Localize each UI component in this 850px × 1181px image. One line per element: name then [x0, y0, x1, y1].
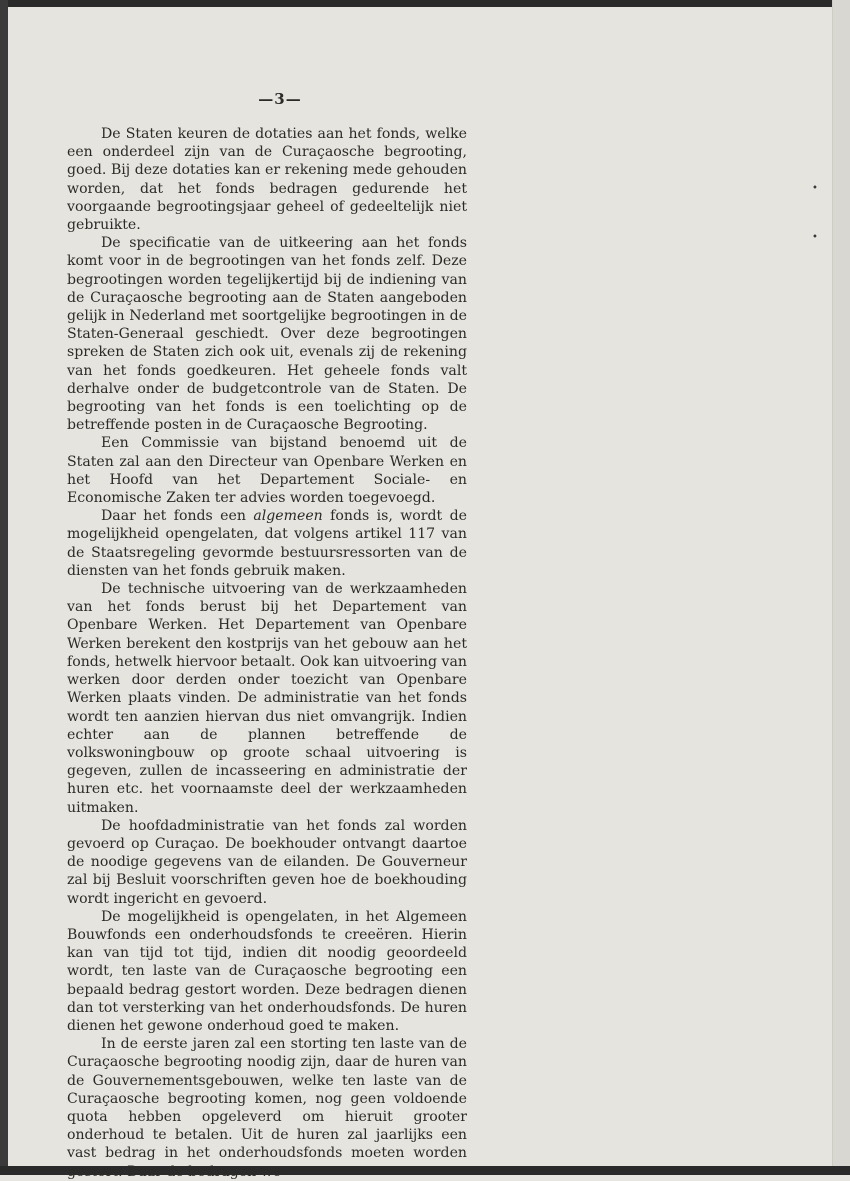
paragraph-commissie: Een Commissie van bijstand benoemd uit de Staten zal aan den Directeur van Openbare Werken en het Hoofd van het Departement Sociale- en Economische Zaken ter advies worden toegevoegd.	[67, 435, 467, 507]
margin-dot-mark: •	[812, 232, 818, 243]
scan-top-border	[0, 0, 850, 7]
italic-emphasis: algemeen	[253, 508, 323, 525]
scan-right-margin	[832, 0, 850, 1175]
scan-left-border	[0, 0, 8, 1175]
paragraph-specificatie: De specificatie van de uitkeering aan het fonds komt voor in de begrootingen van het fonds zelf. Deze begrootingen worden tegelijkertijd bij de indiening van de Curaçaosche begrooting aan de Staten aangeboden gelijk in Nederland met soortgelijke begrootingen in de Staten-Generaal geschiedt. Over deze begrootingen spreken de Staten zich ook uit, evenals zij de rekening van het fonds goedkeuren. Het geheele fonds valt derhalve onder de budgetcontrole van de Staten. De begrooting van het fonds is een toelichting op de betreffende posten in de Curaçaosche Begrooting.	[67, 235, 467, 434]
paragraph-onderhoudsfonds: De mogelijkheid is opengelaten, in het Algemeen Bouwfonds een onderhoudsfonds te creeëren. Hierin kan van tijd tot tijd, indien dit noodig geoordeeld wordt, ten laste van de Curaçaosche begrooting een bepaald bedrag gestort worden. Deze bedragen dienen dan tot versterking van het onderhoudsfonds. De huren dienen het gewone onderhoud goed te maken.	[67, 908, 467, 1034]
paragraph-dotaties: De Staten keuren de dotaties aan het fonds, welke een onderdeel zijn van de Curaçaosche begrooting, goed. Bij deze dotaties kan er rekening mede gehouden worden, dat het fonds bedragen gedurende het voorgaande begrootingsjaar geheel of gedeeltelijk niet gebruikte.	[67, 126, 467, 234]
paragraph-algemeen-fonds: Daar het fonds een algemeen fonds is, wordt de mogelijkheid opengelaten, dat volgens artikel 117 van de Staatsregeling gevormde bestuursressorten van de diensten van het fonds gebruik maken.	[67, 508, 467, 579]
page-number: —3—	[258, 90, 302, 108]
margin-dot-mark: •	[812, 183, 818, 194]
paragraph-hoofdadministratie: De hoofdadministratie van het fonds zal worden gevoerd op Curaçao. De boekhouder ontvangt daartoe de noodige gegevens van de eilanden. De Gouverneur zal bij Besluit voorschriften geven hoe de boekhouding wordt ingericht en gevoerd.	[67, 817, 467, 907]
paragraph-eerste-jaren: In de eerste jaren zal een storting ten laste van de Curaçaosche begrooting noodig zijn, daar de huren van de Gouvernementsgebouwen, welke ten laste van de Curaçaosche begrooting komen, nog geen voldoende quota hebben opgeleverd om hieruit grooter onderhoud te betalen. Uit de huren zal jaarlijks een vast bedrag in het onderhoudsfonds moeten worden gestort. Daar de bedragen we-	[67, 1036, 467, 1180]
paragraph-technische-uitvoering: De technische uitvoering van de werkzaamheden van het fonds berust bij het Departement van Openbare Werken. Het Departement van Openbare Werken berekent den kostprijs van het gebouw aan het fonds, hetwelk hiervoor betaalt. Ook kan uitvoering van werken door derden onder toezicht van Openbare Werken plaats vinden. De administratie van het fonds wordt ten aanzien hiervan dus niet omvangrijk. Indien echter aan de plannen betreffende de volkswoningbouw op groote schaal uitvoering is gegeven, zullen de incasseering en administratie der huren etc. het voornaamste deel der werkzaamheden uitmaken.	[67, 581, 467, 816]
body-text	[67, 125, 467, 1181]
